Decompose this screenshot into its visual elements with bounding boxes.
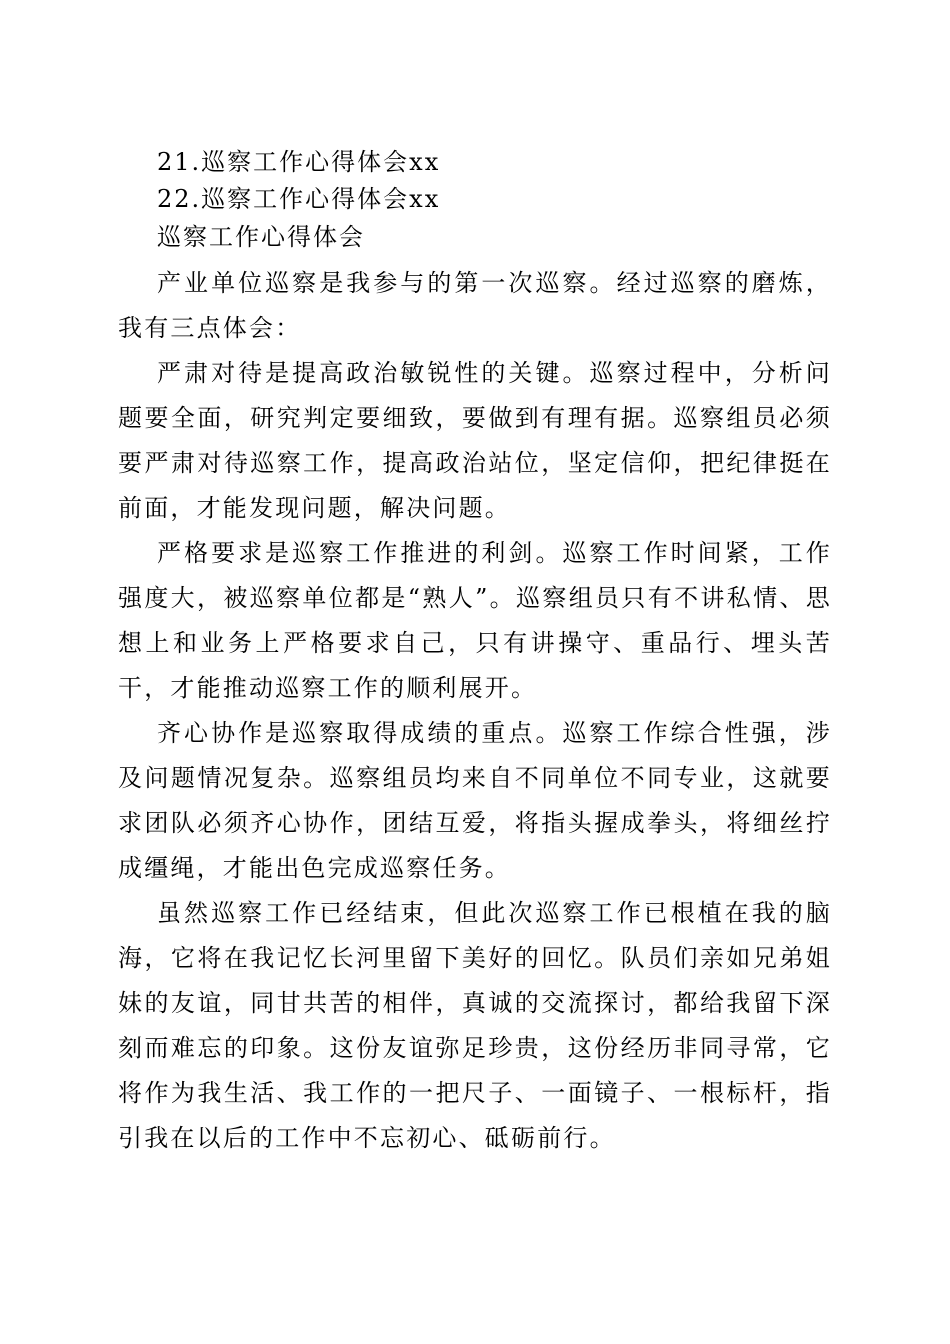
paragraph-point-2: 严格要求是巡察工作推进的利剑。巡察工作时间紧，工作强度大，被巡察单位都是“熟人”。巡察组员只有不讲私情、思想上和业务上严格要求自己，只有讲操守、重品行、埋头苦干，才能推动巡察工作的顺利展开。 — [118, 539, 832, 702]
paragraph-point-1: 严肃对待是提高政治敏锐性的关键。巡察过程中，分析问题要全面，研究判定要细致，要做到有理有据。巡察组员必须要严肃对待巡察工作，提高政治站位，坚定信仰，把纪律挺在前面，才能发现问题，解决问题。 — [118, 359, 832, 522]
paragraph-intro: 产业单位巡察是我参与的第一次巡察。经过巡察的磨炼，我有三点体会： — [118, 269, 832, 342]
document-body — [118, 144, 832, 1161]
paragraph-point-3: 齐心协作是巡察取得成绩的重点。巡察工作综合性强，涉及问题情况复杂。巡察组员均来自不同单位不同专业，这就要求团队必须齐心协作，团结互爱，将指头握成拳头，将细丝拧成缰绳，才能出色完成巡察任务。 — [118, 719, 832, 882]
toc-item: 21.巡察工作心得体会xx — [157, 148, 441, 176]
document-title: 巡察工作心得体会 — [157, 223, 365, 251]
paragraph-conclusion: 虽然巡察工作已经结束，但此次巡察工作已根植在我的脑海，它将在我记忆长河里留下美好的回忆。队员们亲如兄弟姐妹的友谊，同甘共苦的相伴，真诚的交流探讨，都给我留下深刻而难忘的印象。这份友谊弥足珍贵，这份经历非同寻常，它将作为我生活、我工作的一把尺子、一面镜子、一根标杆，指引我在以后的工作中不忘初心、砥砺前行。 — [118, 899, 832, 1152]
toc-item: 22.巡察工作心得体会xx — [157, 185, 441, 213]
